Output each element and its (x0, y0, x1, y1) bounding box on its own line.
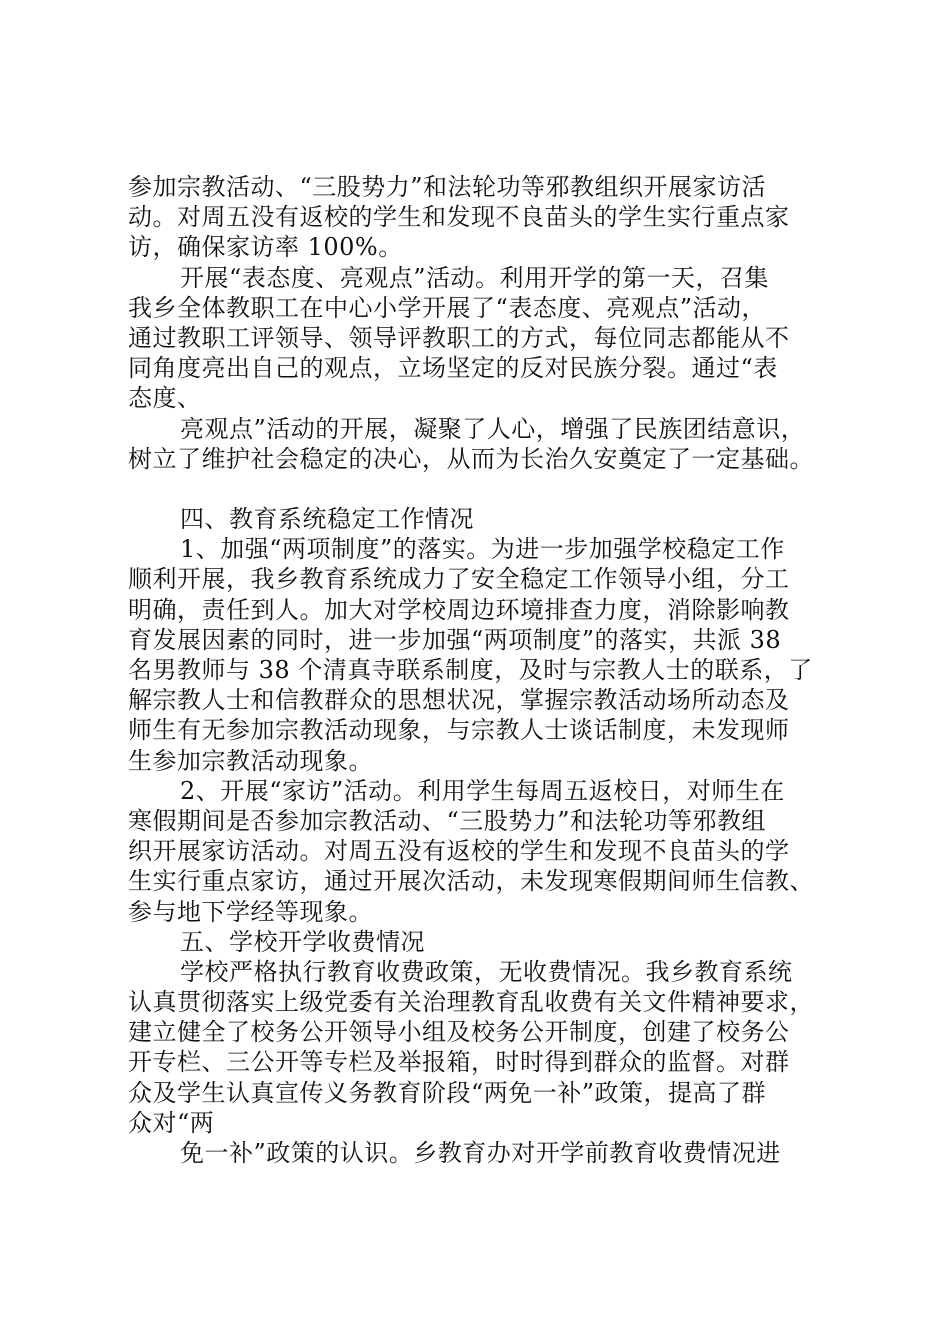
text-line: 名男教师与 38 个清真寺联系制度，及时与宗教人士的联系，了 (128, 656, 813, 684)
text-line: 开展“表态度、亮观点”活动。利用开学的第一天，召集 (180, 263, 770, 292)
text-line: 四、教育系统稳定工作情况 (180, 505, 474, 534)
text-line: 同角度亮出自己的观点，立场坚定的反对民族分裂。通过“表 (128, 354, 778, 383)
text-line: 认真贯彻落实上级党委有关治理教育乱收费有关文件精神要求， (128, 988, 814, 1017)
text-line: 众对“两 (128, 1108, 215, 1137)
text-line: 我乡全体教职工在中心小学开展了“表态度、亮观点”活动， (128, 293, 767, 322)
text-line: 解宗教人士和信教群众的思想状况，掌握宗教活动场所动态及 (128, 686, 790, 715)
text-line: 众及学生认真宣传义务教育阶段“两免一补”政策，提高了群 (128, 1078, 767, 1107)
text-line: 生参加宗教活动现象。 (128, 746, 373, 775)
text-line: 树立了维护社会稳定的决心，从而为长治久安奠定了一定基础。 (128, 444, 814, 473)
paragraph-gap (128, 474, 838, 504)
text-line: 通过教职工评领导、领导评教职工的方式，每位同志都能从不 (128, 323, 790, 352)
text-line: 2、开展“家访”活动。利用学生每周五返校日，对师生在 (180, 776, 785, 805)
text-line: 织开展家访活动。对周五没有返校的学生和发现不良苗头的学 (128, 837, 790, 866)
text-line: 生实行重点家访，通过开展次活动，未发现寒假期间师生信教、 (128, 867, 814, 896)
text-line: 访，确保家访率 100%。 (128, 233, 403, 262)
text-line: 参与地下学经等现象。 (128, 897, 373, 926)
text-line: 亮观点”活动的开展，凝聚了人心，增强了民族团结意识， (180, 414, 806, 443)
text-line: 动。对周五没有返校的学生和发现不良苗头的学生实行重点家 (128, 203, 790, 232)
text-line: 寒假期间是否参加宗教活动、“三股势力”和法轮功等邪教组 (128, 806, 767, 835)
text-line: 顺利开展，我乡教育系统成力了安全稳定工作领导小组，分工 (128, 565, 790, 594)
text-line: 参加宗教活动、“三股势力”和法轮功等邪教组织开展家访活 (128, 173, 767, 201)
text-line: 育发展因素的同时，进一步加强“两项制度”的落实，共派 38 (128, 625, 782, 654)
text-line: 师生有无参加宗教活动现象，与宗教人士谈话制度，未发现师 (128, 716, 790, 745)
text-line: 态度、 (128, 384, 202, 413)
text-line: 免一补”政策的认识。乡教育办对开学前教育收费情况进 (180, 1139, 781, 1167)
text-line: 学校严格执行教育收费政策，无收费情况。我乡教育系统 (180, 957, 793, 986)
text-line: 1、加强“两项制度”的落实。为进一步加强学校稳定工作 (180, 535, 785, 564)
document-body (128, 172, 838, 1168)
text-line: 明确，责任到人。加大对学校周边环境排查力度，消除影响教 (128, 595, 790, 624)
text-line: 五、学校开学收费情况 (180, 927, 425, 956)
text-line: 建立健全了校务公开领导小组及校务公开制度，创建了校务公 (128, 1018, 790, 1047)
text-line: 开专栏、三公开等专栏及举报箱，时时得到群众的监督。对群 (128, 1048, 790, 1077)
